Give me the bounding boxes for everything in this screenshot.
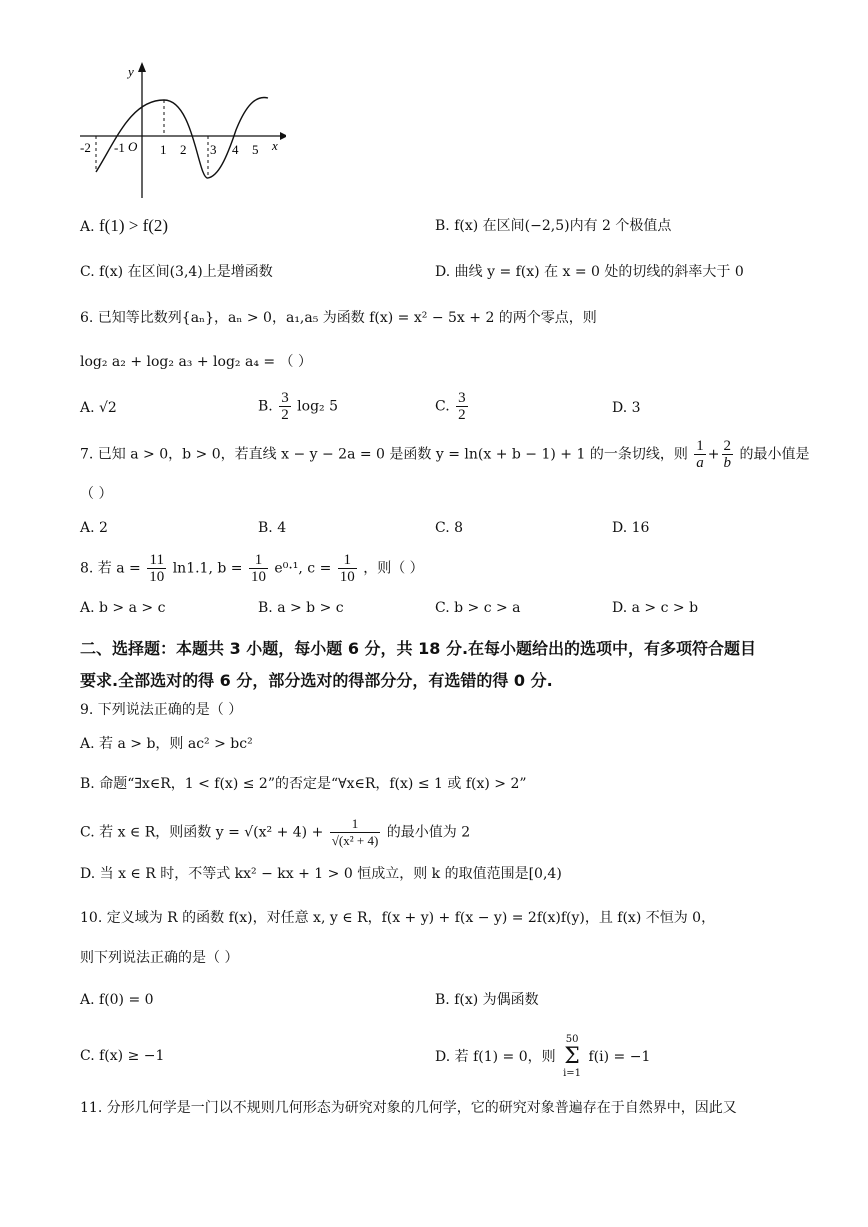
option-text: f(x) 在区间(−2,5)内有 2 个极值点	[454, 218, 672, 234]
sum-symbol: Σ	[564, 1044, 580, 1069]
option-text: f(1) > f(2)	[99, 216, 169, 235]
q6-option-a: A. √2	[80, 400, 117, 416]
sum-lower: i=1	[563, 1068, 582, 1079]
option-text: log₂ 5	[297, 398, 338, 415]
numerator: 1	[249, 552, 268, 569]
fraction	[456, 390, 468, 423]
curve	[96, 97, 268, 178]
fraction	[722, 438, 734, 471]
fraction	[694, 438, 706, 471]
denominator: √(x² + 4)	[331, 833, 379, 848]
tick-2: 2	[180, 142, 187, 157]
q10-option-d	[435, 1034, 650, 1080]
q7-option-a: A. 2	[80, 520, 108, 536]
numerator: 11	[147, 552, 166, 569]
numerator: 1	[338, 552, 357, 569]
option-text: f(i) = −1	[588, 1049, 651, 1065]
option-letter: B.	[435, 218, 450, 234]
section-2-heading-2: 要求.全部选对的得 6 分，部分选对的得部分分，有选错的得 0 分.	[80, 671, 553, 690]
q10-stem: 10. 定义域为 R 的函数 f(x)，对任意 x, y ∈ R，f(x + y) + f(x − y) = 2f(x)f(y)，且 f(x) 不恒为 0，	[80, 910, 716, 926]
denominator: 10	[250, 569, 266, 585]
fraction	[338, 552, 357, 585]
denominator: a	[696, 455, 704, 471]
q10-stem-2: 则下列说法正确的是（ ）	[80, 950, 239, 966]
fraction	[279, 390, 291, 423]
q10-option-b: B. f(x) 为偶函数	[435, 992, 539, 1008]
q5-option-a	[80, 216, 168, 237]
y-label: y	[128, 64, 134, 79]
denominator: 2	[281, 407, 289, 423]
tick-4: 4	[232, 142, 239, 157]
summation	[563, 1034, 581, 1080]
stem-text: ，则（ ）	[363, 560, 424, 577]
q6-option-c	[435, 390, 470, 423]
q7-paren: （ ）	[80, 486, 113, 502]
q10-option-c: C. f(x) ≥ −1	[80, 1048, 165, 1064]
option-letter: C.	[80, 264, 95, 280]
tick-m1: -1	[114, 140, 125, 155]
numerator: 1	[696, 438, 704, 454]
section-2-heading: 二、选择题：本题共 3 小题，每小题 6 分，共 18 分.在每小题给出的选项中，有多项符合题目	[80, 639, 757, 658]
denominator: 2	[458, 407, 466, 423]
x-label: x	[272, 138, 278, 153]
option-text: 的最小值为 2	[386, 824, 471, 841]
q8-option-d: D. a > c > b	[612, 600, 699, 616]
denominator: 10	[339, 569, 355, 585]
tick-m2: -2	[80, 140, 91, 155]
fraction	[147, 552, 166, 585]
stem-text: ln1.1, b =	[172, 560, 243, 577]
stem-text: 的最小值是	[739, 446, 810, 463]
sum-upper: 50	[565, 1034, 579, 1045]
tick-3: 3	[210, 142, 217, 157]
option-letter: A.	[80, 219, 95, 235]
q7-option-b: B. 4	[258, 520, 287, 536]
q6-option-b	[258, 390, 338, 423]
fraction	[330, 816, 381, 849]
option-text: C. 若 x ∈ R，则函数 y = √(x² + 4) +	[80, 824, 324, 841]
x-axis-arrow	[280, 132, 286, 140]
q10-option-a: A. f(0) = 0	[80, 992, 154, 1008]
q5-option-b	[435, 216, 671, 236]
numerator: 1	[330, 816, 381, 833]
q6-option-d: D. 3	[612, 400, 641, 416]
q7-option-d: D. 16	[612, 520, 650, 536]
q8-option-b: B. a > b > c	[258, 600, 344, 616]
q8-option-a: A. b > a > c	[80, 600, 166, 616]
denominator: 10	[149, 569, 165, 585]
denominator: b	[723, 455, 732, 471]
option-text: D. 若 f(1) = 0，则	[435, 1049, 556, 1065]
option-letter: D.	[435, 264, 451, 280]
numerator: 3	[458, 390, 466, 406]
origin-label: O	[128, 139, 138, 154]
q9-option-b: B. 命题“∃x∈R，1 < f(x) ≤ 2”的否定是“∀x∈R，f(x) ≤ 1 或 f(x) > 2”	[80, 776, 527, 792]
q5-option-d	[435, 262, 744, 282]
option-letter: B.	[258, 398, 273, 415]
function-graph	[76, 60, 286, 200]
plus-sign: +	[707, 446, 720, 463]
q8-stem	[80, 552, 424, 585]
numerator: 3	[281, 390, 289, 406]
stem-text: 7. 已知 a > 0，b > 0，若直线 x − y − 2a = 0 是函数 y = ln(x + b − 1) + 1 的一条切线，则	[80, 446, 688, 463]
numerator: 2	[723, 438, 732, 454]
q8-option-c: C. b > c > a	[435, 600, 521, 616]
q7-option-c: C. 8	[435, 520, 464, 536]
fraction	[249, 552, 268, 585]
q6-stem-2: log₂ a₂ + log₂ a₃ + log₂ a₄ = （ ）	[80, 354, 313, 370]
option-text: 曲线 y = f(x) 在 x = 0 处的切线的斜率大于 0	[454, 264, 744, 280]
q5-option-c	[80, 262, 273, 282]
q7-stem	[80, 438, 809, 471]
q9-option-d: D. 当 x ∈ R 时，不等式 kx² − kx + 1 > 0 恒成立，则 k 的取值范围是[0,4)	[80, 866, 562, 882]
option-text: f(x) 在区间(3,4)上是增函数	[99, 264, 273, 280]
tick-1: 1	[160, 142, 167, 157]
q6-stem: 6. 已知等比数列{aₙ}，aₙ > 0，a₁,a₅ 为函数 f(x) = x² − 5x + 2 的两个零点，则	[80, 310, 597, 326]
stem-text: 8. 若 a =	[80, 560, 141, 577]
q9-option-a: A. 若 a > b，则 ac² > bc²	[80, 736, 253, 752]
q11-stem: 11. 分形几何学是一门以不规则几何形态为研究对象的几何学，它的研究对象普遍存在于自然界中，因此又	[80, 1100, 737, 1116]
stem-text: e⁰·¹, c =	[274, 560, 332, 577]
y-axis-arrow	[138, 62, 146, 72]
q9-option-c	[80, 816, 470, 849]
option-letter: C.	[435, 398, 450, 415]
tick-5: 5	[252, 142, 259, 157]
q9-stem: 9. 下列说法正确的是（ ）	[80, 702, 243, 718]
